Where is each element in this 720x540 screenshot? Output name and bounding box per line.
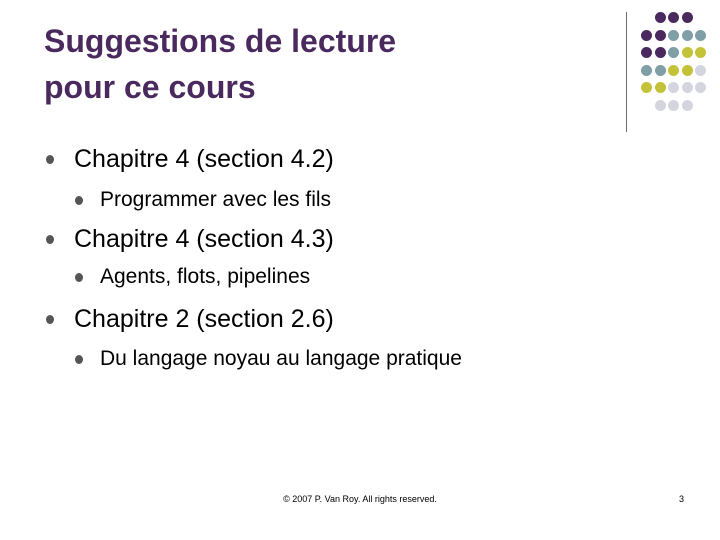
sub-bullet-item — [75, 345, 462, 373]
slide-title-line-2: pour ce cours — [44, 69, 256, 105]
bullet-text: Chapitre 4 (section 4.2) — [74, 144, 334, 173]
slide-title-line-1: Suggestions de lecture — [44, 23, 397, 59]
footer-copyright: © 2007 P. Van Roy. All rights reserved. — [283, 494, 437, 504]
sub-bullet-item — [75, 263, 310, 291]
sub-bullet-marker — [75, 196, 83, 205]
sub-bullet-text: Du langage noyau au langage pratique — [100, 347, 462, 370]
sub-bullet-item — [75, 186, 331, 214]
sub-bullet-marker — [75, 355, 83, 364]
bullet-marker — [46, 155, 54, 164]
bullet-item — [46, 143, 334, 175]
bullet-marker — [46, 315, 54, 324]
bullet-text: Chapitre 2 (section 2.6) — [74, 304, 334, 333]
bullet-item — [46, 303, 334, 335]
sub-bullet-marker — [75, 273, 83, 282]
sub-bullet-text: Agents, flots, pipelines — [100, 265, 311, 288]
bullet-marker — [46, 235, 54, 244]
bullet-item — [46, 223, 334, 255]
sub-bullet-text: Programmer avec les fils — [100, 188, 332, 211]
bullet-text: Chapitre 4 (section 4.3) — [74, 224, 334, 253]
page-number: 3 — [678, 494, 684, 504]
